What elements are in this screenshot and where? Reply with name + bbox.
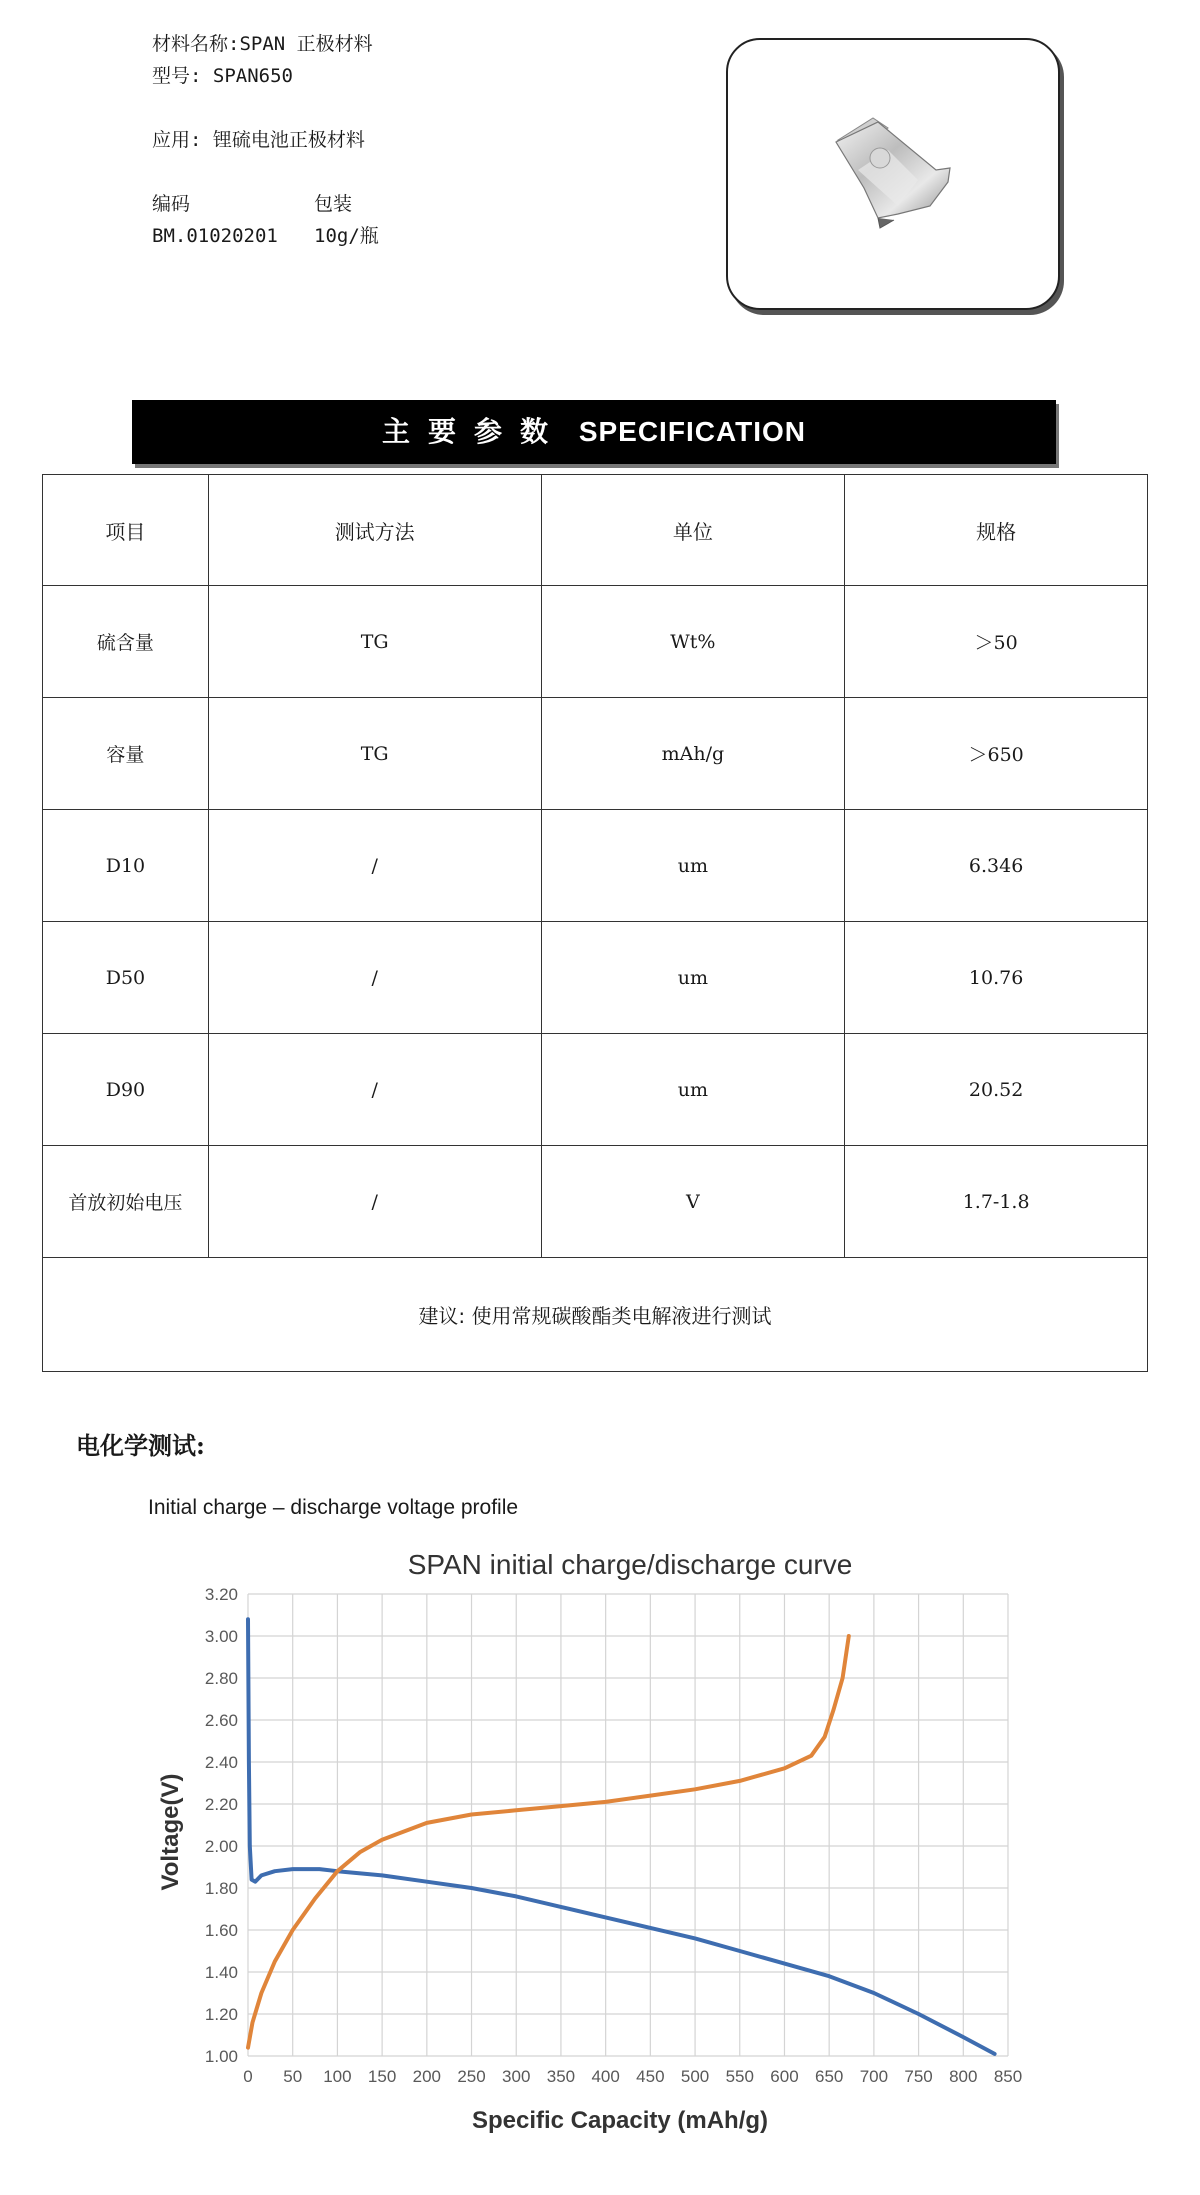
y-tick-label: 2.00 bbox=[204, 1837, 238, 1856]
row-method: / bbox=[208, 922, 541, 1034]
y-tick-label: 1.40 bbox=[204, 1963, 238, 1982]
row-method: TG bbox=[208, 698, 541, 810]
row-spec: ＞650 bbox=[845, 698, 1148, 810]
figure-title: Initial charge – discharge voltage profile bbox=[148, 1496, 519, 1519]
y-tick-label: 1.80 bbox=[204, 1879, 238, 1898]
y-tick-label: 2.20 bbox=[204, 1795, 238, 1814]
application: 应用: 锂硫电池正极材料 bbox=[152, 129, 365, 151]
model: 型号: SPAN650 bbox=[152, 65, 293, 87]
y-tick-label: 1.20 bbox=[204, 2005, 238, 2024]
x-tick-label: 600 bbox=[770, 2067, 799, 2086]
banner-en: SPECIFICATION bbox=[578, 416, 806, 447]
table-row bbox=[43, 922, 1148, 1034]
y-tick-label: 1.00 bbox=[204, 2047, 238, 2066]
test-note: 建议: 使用常规碳酸酯类电解液进行测试 bbox=[43, 1258, 1148, 1372]
row-unit: um bbox=[541, 922, 845, 1034]
row-item: 首放初始电压 bbox=[43, 1146, 209, 1258]
x-tick-label: 0 bbox=[243, 2067, 253, 2086]
x-tick-label: 100 bbox=[323, 2067, 352, 2086]
package-label: 包装 bbox=[314, 193, 353, 215]
y-tick-label: 1.60 bbox=[204, 1921, 238, 1940]
code-package-values bbox=[152, 220, 379, 252]
row-spec: 1.7-1.8 bbox=[845, 1146, 1148, 1258]
header-item: 项目 bbox=[43, 475, 209, 586]
table-header-row bbox=[43, 475, 1148, 586]
x-axis-label: Specific Capacity (mAh/g) bbox=[471, 2107, 769, 2134]
product-info bbox=[152, 28, 379, 252]
x-tick-label: 650 bbox=[814, 2067, 844, 2086]
x-tick-label: 550 bbox=[725, 2067, 754, 2086]
charge-curve bbox=[248, 1636, 849, 2048]
x-tick-label: 500 bbox=[680, 2067, 710, 2086]
y-tick-label: 3.20 bbox=[204, 1585, 238, 1604]
x-tick-label: 200 bbox=[412, 2067, 442, 2086]
x-tick-label: 300 bbox=[502, 2067, 531, 2086]
product-photo-frame bbox=[726, 38, 1060, 310]
code-value: BM.01020201 bbox=[152, 225, 278, 247]
code-label: 编码 bbox=[152, 193, 191, 215]
table-row bbox=[43, 810, 1148, 922]
spec-table bbox=[42, 474, 1148, 1372]
row-spec: ＞50 bbox=[845, 586, 1148, 698]
y-axis-label: Voltage(V) bbox=[157, 1773, 184, 1891]
table-row bbox=[43, 1034, 1148, 1146]
y-tick-label: 2.60 bbox=[204, 1711, 238, 1730]
package-value: 10g/瓶 bbox=[314, 225, 379, 247]
x-tick-label: 750 bbox=[904, 2067, 933, 2086]
row-item: D10 bbox=[43, 810, 209, 922]
table-note-row bbox=[43, 1258, 1148, 1372]
x-tick-label: 450 bbox=[636, 2067, 665, 2086]
table-row bbox=[43, 1146, 1148, 1258]
header-unit: 单位 bbox=[541, 475, 845, 586]
row-spec: 10.76 bbox=[845, 922, 1148, 1034]
row-item: D90 bbox=[43, 1034, 209, 1146]
row-item: D50 bbox=[43, 922, 209, 1034]
row-unit: um bbox=[541, 810, 845, 922]
header-method: 测试方法 bbox=[208, 475, 541, 586]
code-package-labels bbox=[152, 188, 379, 220]
x-tick-label: 850 bbox=[993, 2067, 1023, 2086]
y-tick-label: 2.80 bbox=[204, 1669, 238, 1688]
discharge-curve bbox=[248, 1619, 995, 2054]
chart-series bbox=[248, 1619, 995, 2054]
electrochem-section-title: 电化学测试: bbox=[76, 1431, 205, 1460]
y-tick-label: 3.00 bbox=[204, 1627, 238, 1646]
y-tick-labels bbox=[205, 1585, 238, 2066]
row-item: 硫含量 bbox=[43, 586, 209, 698]
row-unit: Wt% bbox=[541, 586, 845, 698]
chart-title: SPAN initial charge/discharge curve bbox=[407, 1549, 853, 1580]
header-spec: 规格 bbox=[845, 475, 1148, 586]
y-tick-label: 2.40 bbox=[204, 1753, 238, 1772]
x-tick-label: 350 bbox=[546, 2067, 576, 2086]
banner-cn: 主要参数 bbox=[382, 416, 567, 447]
chart-svg bbox=[140, 1540, 1040, 2140]
row-method: / bbox=[208, 810, 541, 922]
x-tick-label: 250 bbox=[457, 2067, 486, 2086]
x-tick-label: 150 bbox=[367, 2067, 397, 2086]
row-method: TG bbox=[208, 586, 541, 698]
table-row bbox=[43, 586, 1148, 698]
x-tick-label: 400 bbox=[591, 2067, 620, 2086]
row-spec: 6.346 bbox=[845, 810, 1148, 922]
x-tick-label: 50 bbox=[283, 2067, 303, 2086]
charge-discharge-chart bbox=[140, 1540, 1040, 2140]
row-spec: 20.52 bbox=[845, 1034, 1148, 1146]
x-tick-label: 800 bbox=[949, 2067, 978, 2086]
product-bag-icon bbox=[818, 110, 978, 230]
spec-banner bbox=[132, 400, 1056, 464]
x-tick-label: 700 bbox=[859, 2067, 889, 2086]
x-tick-labels bbox=[243, 2067, 1022, 2086]
chart-grid bbox=[248, 1594, 1008, 2056]
row-method: / bbox=[208, 1146, 541, 1258]
row-item: 容量 bbox=[43, 698, 209, 810]
row-unit: V bbox=[541, 1146, 845, 1258]
row-unit: mAh/g bbox=[541, 698, 845, 810]
row-unit: um bbox=[541, 1034, 845, 1146]
table-row bbox=[43, 698, 1148, 810]
row-method: / bbox=[208, 1034, 541, 1146]
material-name: 材料名称:SPAN 正极材料 bbox=[152, 33, 373, 55]
